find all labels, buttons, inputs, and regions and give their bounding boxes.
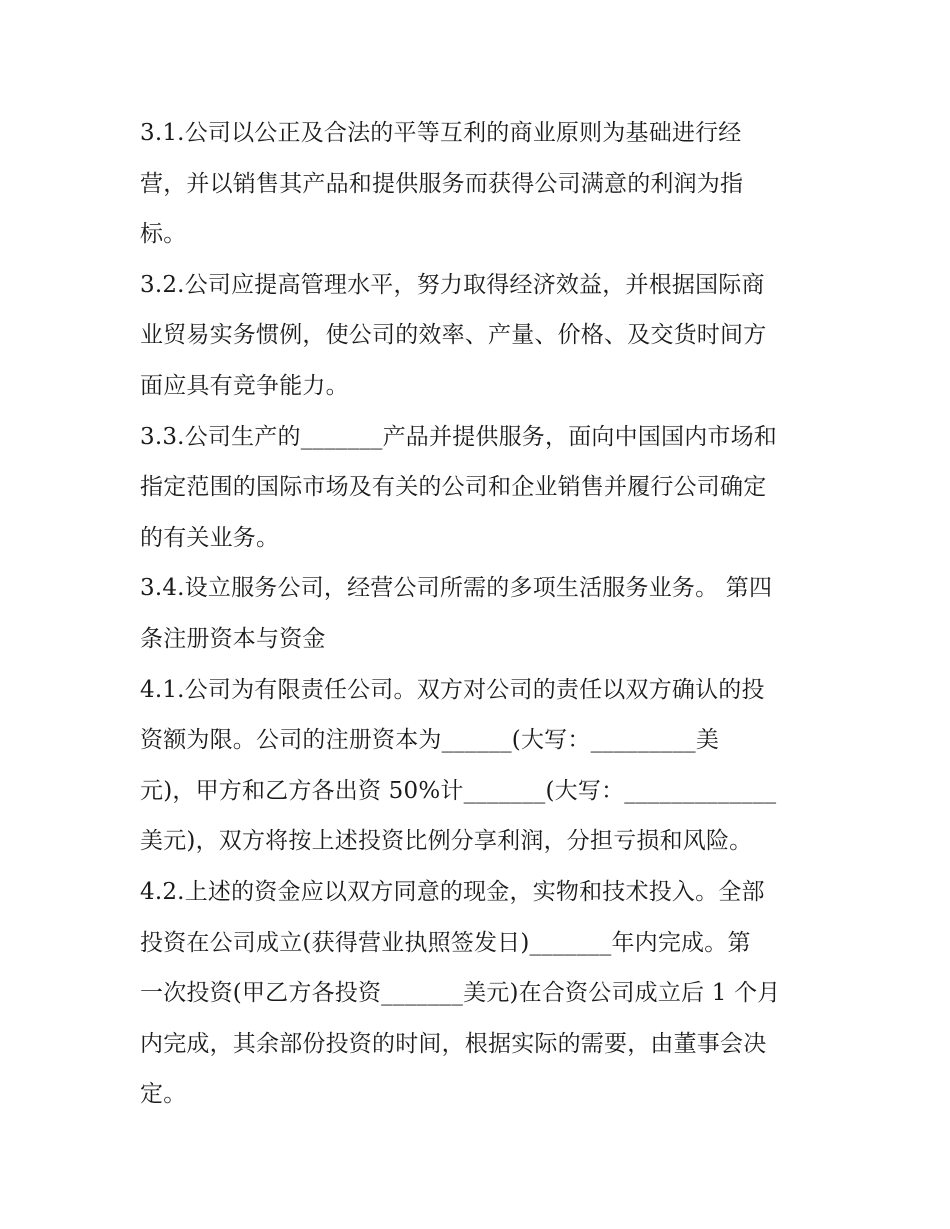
text-line: 4.2.上述的资金应以双方同意的现金，实物和技术投入。全部: [140, 878, 765, 905]
paragraph-3-2: [140, 260, 815, 412]
paragraph-3-4: [140, 563, 815, 664]
paragraph-3-3: [140, 412, 815, 564]
text-line: 的有关业务。: [140, 524, 280, 551]
text-line: 元)，甲方和乙方各出资 50%计_______(大写：_____________: [140, 777, 777, 804]
text-line: 定。: [140, 1081, 187, 1108]
paragraph-3-1: [140, 108, 815, 260]
text-line: 条注册资本与资金: [140, 625, 326, 652]
document-body: [140, 108, 815, 1120]
text-line: 面应具有竞争能力。: [140, 372, 349, 399]
text-line: 资额为限。公司的注册资本为______(大写：_________美: [140, 727, 720, 754]
text-line: 4.1.公司为有限责任公司。双方对公司的责任以双方确认的投: [140, 676, 765, 703]
text-line: 3.4.设立服务公司，经营公司所需的多项生活服务业务。 第四: [140, 575, 773, 602]
text-line: 内完成，其余部份投资的时间，根据实际的需要，由董事会决: [140, 1030, 767, 1057]
text-line: 3.2.公司应提高管理水平，努力取得经济效益，并根据国际商: [140, 271, 765, 298]
text-line: 3.1.公司以公正及合法的平等互利的商业原则为基础进行经: [140, 120, 742, 146]
text-line: 一次投资(甲乙方各投资_______美元)在合资公司成立后 1 个月: [140, 980, 781, 1007]
text-line: 业贸易实务惯例，使公司的效率、产量、价格、及交货时间方: [140, 322, 767, 349]
text-line: 3.3.公司生产的_______产品并提供服务，面向中国国内市场和: [140, 423, 777, 450]
text-line: 美元)，双方将按上述投资比例分享利润，分担亏损和风险。: [140, 828, 753, 855]
paragraph-4-1: [140, 665, 815, 867]
text-line: 标。: [140, 221, 187, 248]
text-line: 营，并以销售其产品和提供服务而获得公司满意的利润为指: [140, 170, 744, 197]
text-line: 投资在公司成立(获得营业执照签发日)_______年内完成。第: [140, 929, 751, 956]
paragraph-4-2: [140, 867, 815, 1120]
text-line: 指定范围的国际市场及有关的公司和企业销售并履行公司确定: [140, 474, 767, 501]
